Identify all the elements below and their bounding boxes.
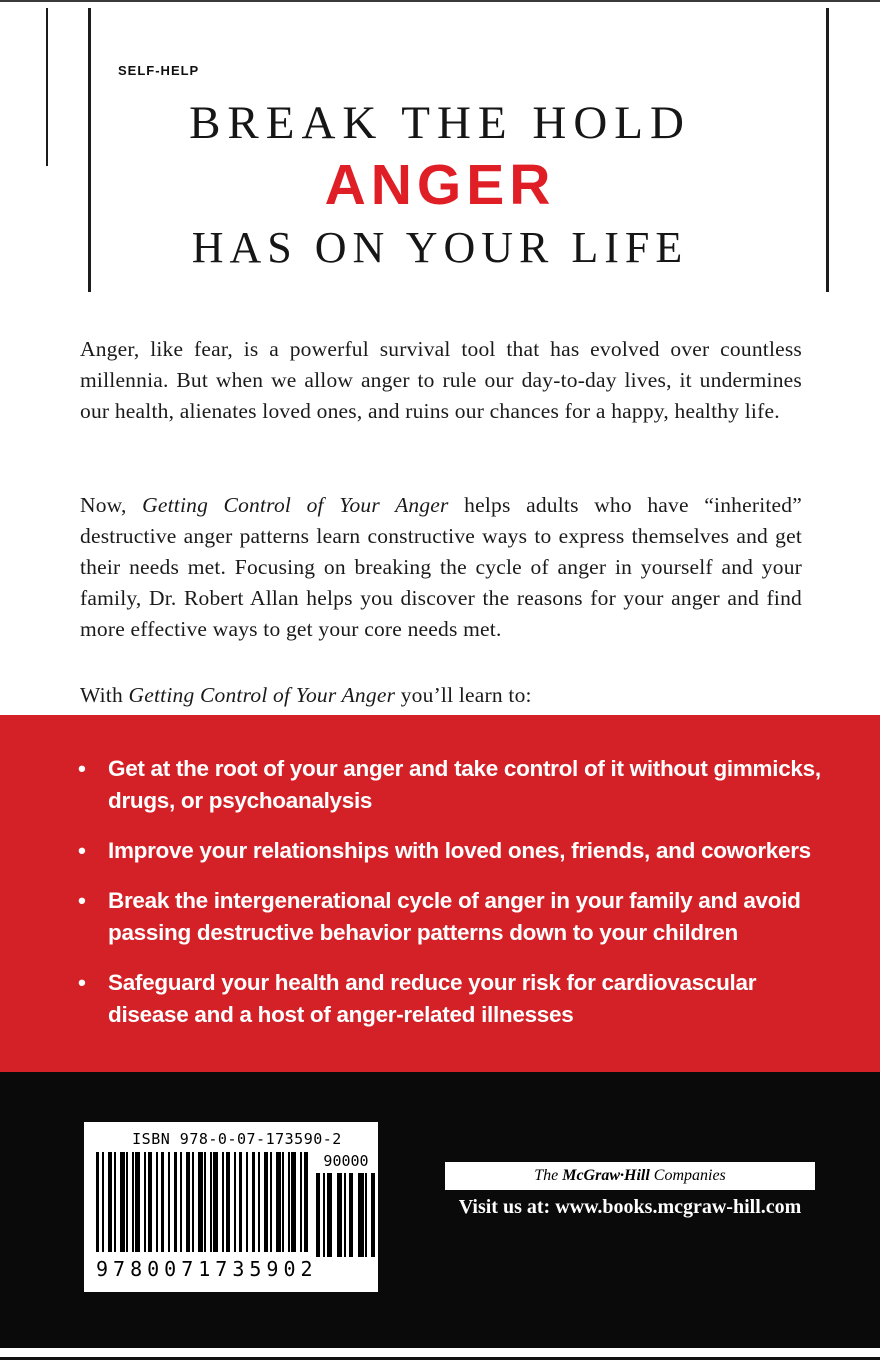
body-paragraph-2 — [80, 490, 802, 645]
bullet-text: Improve your relationships with loved ones, friends, and coworkers — [108, 838, 811, 863]
barcode-main-column — [96, 1152, 318, 1281]
headline — [0, 98, 880, 272]
bullet-icon: • — [78, 888, 86, 913]
book-title-italic: Getting Control of Your Anger — [142, 493, 449, 517]
paragraph-3-rest: you’ll learn to: — [395, 683, 532, 707]
list-item — [78, 885, 826, 949]
bullet-icon: • — [78, 756, 86, 781]
bullet-text: Get at the root of your anger and take control of it without gimmicks, drugs, or psychoanalysis — [108, 756, 821, 813]
headline-line-1: BREAK THE HOLD — [189, 97, 691, 149]
list-item — [78, 753, 826, 817]
list-item — [78, 967, 826, 1031]
footer-black-bar — [0, 1072, 880, 1348]
bullet-icon: • — [78, 970, 86, 995]
publisher-name: McGraw·Hill — [562, 1167, 650, 1184]
body-paragraph-1 — [80, 334, 802, 427]
barcode-columns — [96, 1152, 378, 1281]
barcode-bars — [96, 1152, 308, 1252]
isbn-label: ISBN 978-0-07-173590-2 — [132, 1130, 342, 1148]
barcode-addon-number: 90000 — [323, 1152, 369, 1170]
body-paragraph-3 — [80, 680, 802, 711]
barcode-addon-bars — [316, 1173, 376, 1257]
paragraph-3-lead: With — [80, 683, 129, 707]
barcode-addon-column — [316, 1152, 376, 1281]
publisher-companies: Companies — [649, 1167, 726, 1184]
bullet-list — [78, 753, 826, 1049]
bullet-text: Break the intergenerational cycle of anger in your family and avoid passing destructive behavior patterns down to your children — [108, 888, 801, 945]
book-title-italic: Getting Control of Your Anger — [128, 683, 396, 707]
highlights-panel — [0, 715, 880, 1072]
paragraph-2-rest: helps adults who have “inherited” destructive anger patterns learn constructive ways to express themselves and get their needs met. Focusing on breaking the cycle of anger in yourself and your family, Dr. Robert Allan helps you discover the reasons for your anger and find more effective ways to get your core needs met. — [80, 493, 802, 641]
paragraph-1-text: Anger, like fear, is a powerful survival tool that has evolved over countless millennia. But when we allow anger to rule our day-to-day lives, it undermines our health, alienates loved ones, and ruins our chances for a happy, healthy life. — [80, 337, 802, 423]
scan-edge-top — [0, 0, 880, 2]
publisher-url: Visit us at: www.books.mcgraw-hill.com — [458, 1196, 802, 1218]
headline-line-2-anger: ANGER — [324, 152, 556, 217]
barcode-number: 9780071735902 — [96, 1257, 318, 1281]
barcode — [84, 1122, 378, 1292]
bullet-text: Safeguard your health and reduce your risk for cardiovascular disease and a host of anger-related illnesses — [108, 970, 757, 1027]
paragraph-2-lead: Now, — [80, 493, 143, 517]
headline-line-3: HAS ON YOUR LIFE — [191, 222, 689, 272]
category-label: SELF-HELP — [118, 63, 200, 78]
publisher-the: The — [534, 1167, 563, 1184]
publisher-logo — [445, 1162, 815, 1190]
list-item — [78, 835, 826, 867]
bullet-icon: • — [78, 838, 86, 863]
